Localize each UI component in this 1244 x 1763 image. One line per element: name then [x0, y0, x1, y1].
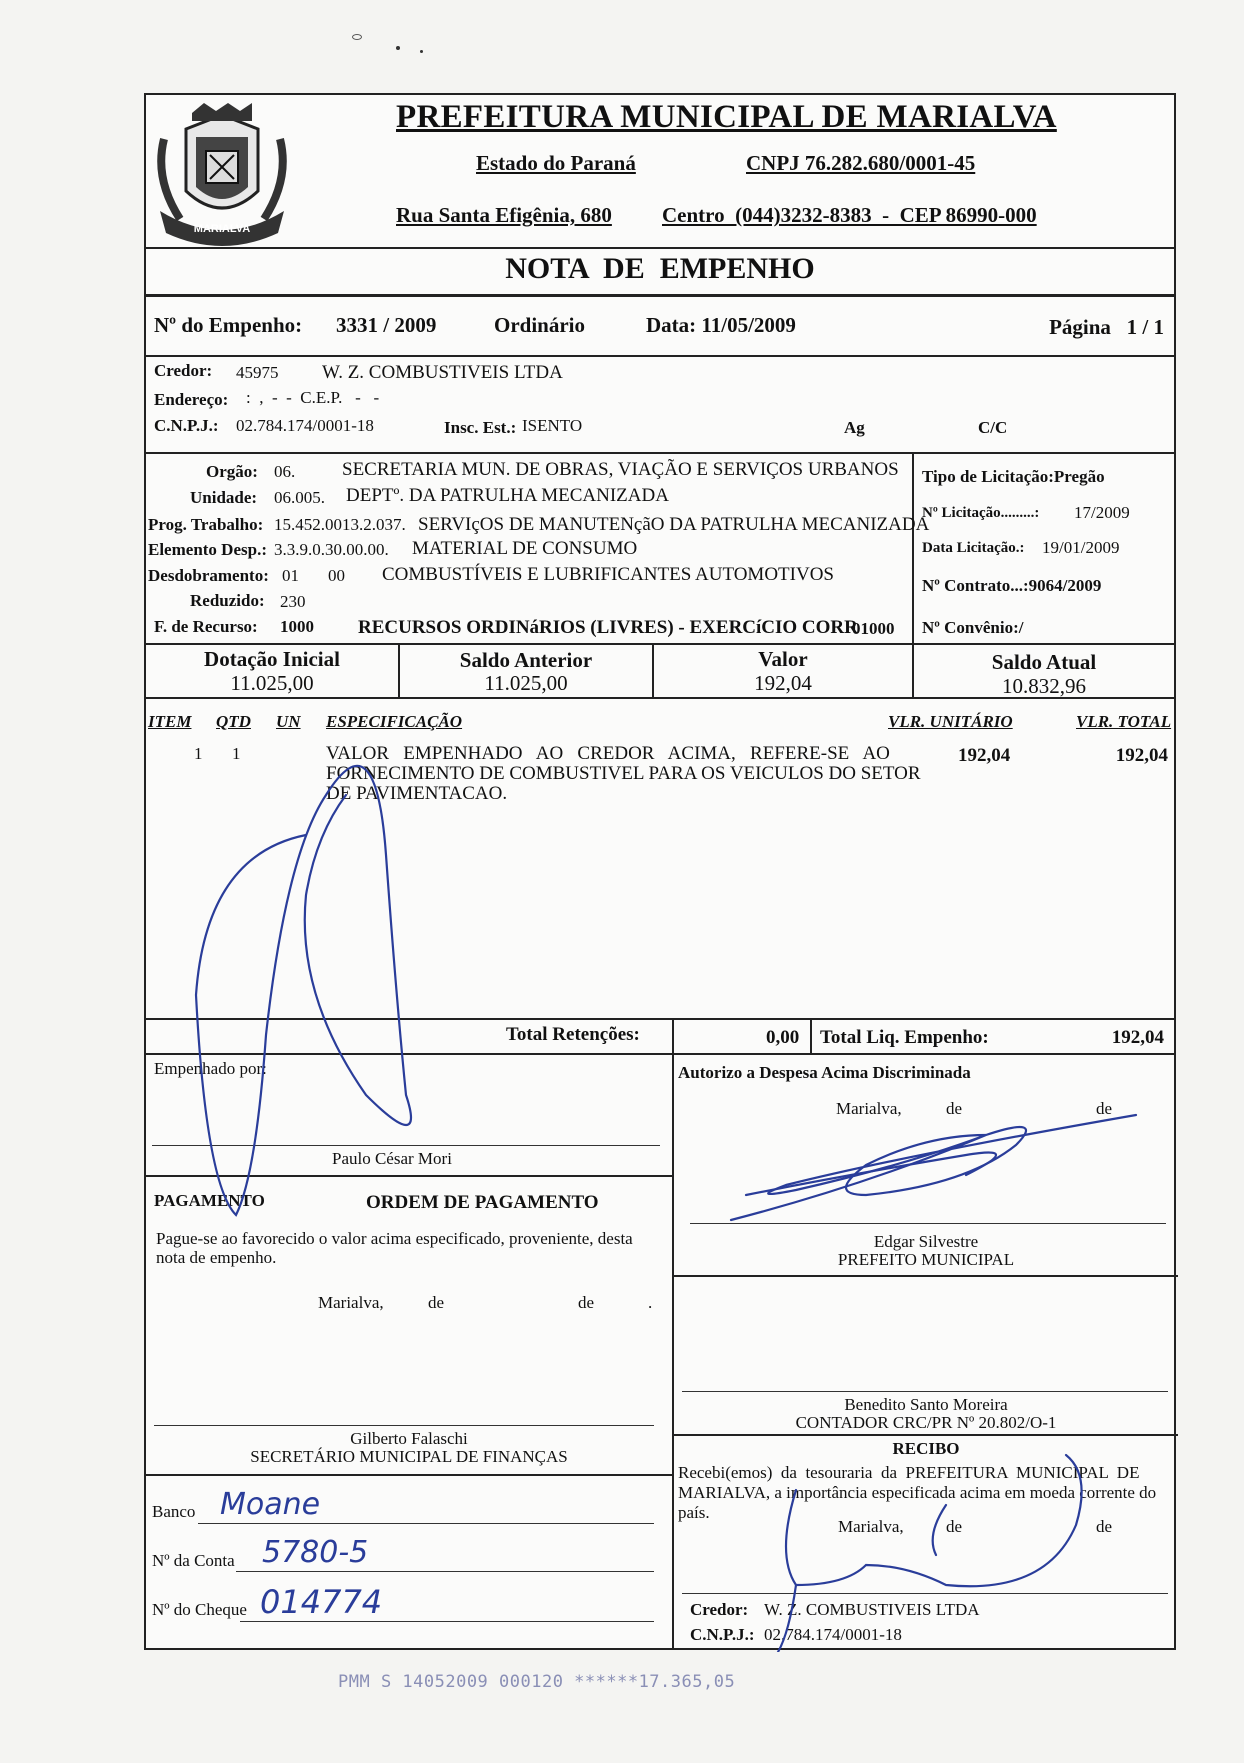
- prefeito-name: Edgar Silvestre: [873, 1232, 979, 1251]
- conta-label: Nº da Conta: [152, 1551, 235, 1570]
- orgao-label: Orgão:: [206, 462, 258, 481]
- insc-label: Insc. Est.:: [444, 418, 517, 437]
- col-vlr-unit: VLR. UNITÁRIO: [888, 712, 1013, 731]
- scan-speck: [420, 50, 423, 53]
- orgao-desc: SECRETARIA MUN. DE OBRAS, VIAÇÃO E SERVIÇOS URBANOS: [342, 459, 899, 480]
- credor-cnpj-label: C.N.P.J.:: [154, 416, 219, 435]
- cheque-value: 014774: [260, 1583, 383, 1621]
- header-address: Centro (044)3232-8383 - CEP 86990-000: [662, 203, 1037, 227]
- desdobramento-b: 00: [328, 566, 345, 585]
- recibo-text-line1: Recebi(emos) da tesouraria da PREFEITURA MUNICIPAL DE: [678, 1463, 1140, 1482]
- recurso-code: 1000: [280, 617, 314, 636]
- orgao-code: 06.: [274, 462, 296, 481]
- pagamento-label: PAGAMENTO: [154, 1191, 265, 1210]
- document-frame: [144, 93, 1176, 1650]
- recurso-desc: RECURSOS ORDINáRIOS (LIVRES) - EXERCíCIO CORR: [358, 617, 858, 638]
- empenho-label: Nº do Empenho:: [154, 313, 303, 337]
- liquido-label: Total Liq. Empenho:: [820, 1027, 989, 1048]
- ordem-pagamento-title: ORDEM DE PAGAMENTO: [366, 1192, 599, 1213]
- page-title: PREFEITURA MUNICIPAL DE MARIALVA: [396, 99, 1057, 135]
- recibo-title: RECIBO: [892, 1439, 960, 1458]
- ink-prefeito-signature: [731, 1115, 1136, 1220]
- col-qtd: QTD: [216, 712, 251, 731]
- convenio: Nº Convênio:/: [922, 618, 1024, 637]
- unidade-desc: DEPTº. DA PATRULHA MECANIZADA: [346, 485, 669, 506]
- ink-recibo-signature: [786, 1455, 1082, 1586]
- prog-label: Prog. Trabalho:: [148, 515, 264, 534]
- col-vlr-total: VLR. TOTAL: [1076, 712, 1172, 731]
- recibo-text-line2: MARIALVA, a importância especificada acima em moeda corrente do: [678, 1483, 1157, 1502]
- pagamento-text-line2: nota de empenho.: [156, 1248, 277, 1267]
- header-state: Estado do Paraná: [476, 151, 636, 175]
- col-un: UN: [276, 712, 301, 731]
- elemento-label: Elemento Desp.:: [148, 540, 267, 559]
- credor-code: 45975: [236, 363, 279, 382]
- item-number: 1: [194, 744, 203, 763]
- elemento-desc: MATERIAL DE CONSUMO: [412, 538, 638, 559]
- retencoes-value: 0,00: [766, 1027, 800, 1048]
- scan-speck: [396, 46, 400, 50]
- authentication-stamp: PMM S 14052009 000120 ******17.365,05: [338, 1672, 736, 1692]
- empenhado-name: Paulo César Mori: [332, 1149, 452, 1168]
- desdobramento-label: Desdobramento:: [148, 566, 269, 585]
- saldo-atual-value: 10.832,96: [1002, 674, 1086, 698]
- contrato: Nº Contrato...:9064/2009: [922, 576, 1102, 595]
- seal-label: MARIALVA: [193, 223, 251, 235]
- item-vlr-total: 192,04: [1115, 745, 1168, 766]
- empenho-number: 3331 / 2009: [336, 313, 437, 337]
- cc-label: C/C: [978, 418, 1008, 437]
- secretario-name: Gilberto Falaschi: [350, 1429, 468, 1448]
- header-street: Rua Santa Efigênia, 680: [396, 203, 612, 227]
- recibo-credor-label: Credor:: [690, 1600, 749, 1619]
- licitacao-numero-label: Nº Licitação.........:: [922, 505, 1040, 521]
- valor-label: Valor: [758, 647, 808, 671]
- credor-name: W. Z. COMBUSTIVEIS LTDA: [322, 362, 563, 383]
- pagamento-city: Marialva,: [318, 1293, 384, 1312]
- valor-value: 192,04: [754, 671, 812, 695]
- item-qtd: 1: [232, 744, 241, 763]
- licitacao-data-value: 19/01/2009: [1042, 538, 1120, 557]
- endereco-label: Endereço:: [154, 390, 229, 409]
- reduzido-label: Reduzido:: [190, 591, 265, 610]
- credor-cnpj-value: 02.784.174/0001-18: [236, 416, 374, 435]
- dotacao-label: Dotação Inicial: [204, 647, 340, 671]
- unidade-label: Unidade:: [190, 488, 258, 507]
- recibo-credor-value: W. Z. COMBUSTIVEIS LTDA: [764, 1600, 980, 1619]
- autorizo-de1: de: [946, 1099, 963, 1118]
- unidade-code: 06.005.: [274, 488, 325, 507]
- item-espec-line1: VALOR EMPENHADO AO CREDOR ACIMA, REFERE-SE AO: [326, 743, 890, 764]
- prog-code: 15.452.0013.2.037.: [274, 515, 406, 534]
- secretario-role: SECRETÁRIO MUNICIPAL DE FINANÇAS: [250, 1447, 568, 1466]
- empenhado-label: Empenhado por:: [154, 1059, 267, 1078]
- elemento-code: 3.3.9.0.30.00.00.: [274, 540, 389, 559]
- liquido-value: 192,04: [1111, 1027, 1164, 1048]
- licitacao-numero-value: 17/2009: [1074, 503, 1130, 522]
- credor-label: Credor:: [154, 361, 213, 380]
- reduzido-value: 230: [280, 592, 306, 611]
- saldo-atual-label: Saldo Atual: [991, 650, 1097, 674]
- desdobramento-desc: COMBUSTÍVEIS E LUBRIFICANTES AUTOMOTIVOS: [382, 564, 834, 585]
- col-espec: ESPECIFICAÇÃO: [326, 712, 463, 731]
- autorizo-de2: de: [1096, 1099, 1113, 1118]
- recibo-cnpj-value: 02.784.174/0001-18: [764, 1625, 902, 1644]
- col-item: ITEM: [148, 712, 192, 731]
- endereco-value: : , - - C.E.P. - -: [246, 388, 380, 407]
- saldo-anterior-value: 11.025,00: [484, 671, 568, 695]
- recibo-de1: de: [946, 1517, 963, 1536]
- recibo-city: Marialva,: [838, 1517, 904, 1536]
- retencoes-label: Total Retenções:: [506, 1024, 640, 1045]
- prog-desc: SERVIçOS DE MANUTENçãO DA PATRULHA MECANIZADA: [418, 514, 930, 535]
- ag-label: Ag: [844, 418, 865, 437]
- contador-name: Benedito Santo Moreira: [844, 1395, 1008, 1414]
- recibo-text-line3: país.: [678, 1503, 710, 1522]
- pagamento-de2: de: [578, 1293, 595, 1312]
- dotacao-value: 11.025,00: [230, 671, 314, 695]
- autorizo-city: Marialva,: [836, 1099, 902, 1118]
- document-title: NOTA DE EMPENHO: [505, 252, 815, 285]
- pagamento-dot: .: [648, 1293, 653, 1312]
- pagamento-de1: de: [428, 1293, 445, 1312]
- recibo-cnpj-label: C.N.P.J.:: [690, 1625, 755, 1644]
- saldo-anterior-label: Saldo Anterior: [459, 648, 593, 672]
- page-indicator: Página 1 / 1: [1049, 315, 1164, 339]
- banco-label: Banco: [152, 1502, 196, 1521]
- ink-signatures: [146, 95, 1178, 1652]
- banco-value: Moane: [220, 1487, 321, 1522]
- recurso-label: F. de Recurso:: [154, 617, 258, 636]
- recurso-num: 01000: [852, 619, 895, 638]
- desdobramento-a: 01: [282, 566, 299, 585]
- tipo-licitacao: Tipo de Licitação:Pregão: [922, 467, 1105, 486]
- empenho-date: Data: 11/05/2009: [646, 313, 796, 337]
- pagamento-text-line1: Pague-se ao favorecido o valor acima especificado, proveniente, desta: [156, 1229, 633, 1248]
- conta-value: 5780-5: [262, 1535, 369, 1570]
- item-espec-line3: DE PAVIMENTACAO.: [326, 783, 508, 804]
- ink-loop-signature: [196, 766, 411, 1215]
- licitacao-data-label: Data Licitação.:: [922, 540, 1025, 556]
- header-cnpj: CNPJ 76.282.680/0001-45: [746, 151, 976, 175]
- autorizo-label: Autorizo a Despesa Acima Discriminada: [678, 1063, 971, 1082]
- empenho-type: Ordinário: [494, 313, 586, 337]
- item-vlr-unit: 192,04: [958, 745, 1011, 766]
- item-espec-line2: FORNECIMENTO DE COMBUSTIVEL PARA OS VEICULOS DO SETOR: [326, 763, 921, 784]
- scan-speck: [352, 34, 362, 40]
- cheque-label: Nº do Cheque: [152, 1600, 247, 1619]
- insc-value: ISENTO: [522, 416, 583, 435]
- prefeito-role: PREFEITO MUNICIPAL: [837, 1250, 1015, 1269]
- recibo-de2: de: [1096, 1517, 1113, 1536]
- contador-role: CONTADOR CRC/PR Nº 20.802/O-1: [795, 1413, 1057, 1432]
